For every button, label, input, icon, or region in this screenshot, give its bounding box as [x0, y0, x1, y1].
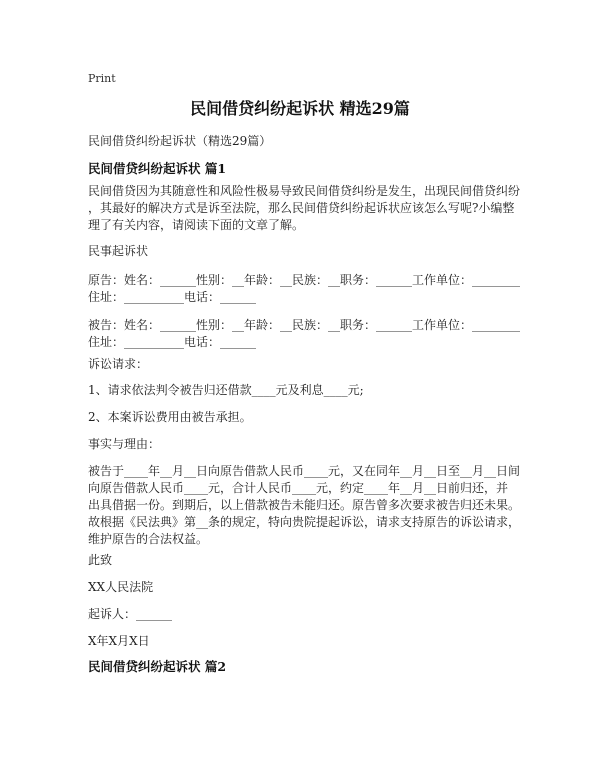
intro-line: ，其最好的解决方式是诉至法院，那么民间借贷纠纷起诉状应该怎么写呢?小编整	[88, 201, 515, 215]
section-heading-1: 民间借贷纠纷起诉状 篇1	[88, 161, 227, 176]
facts-line: 出具借据一份。到期后，以上借款被告未能归还。原告曾多次要求被告归还未果。	[88, 498, 521, 512]
signer-line: 起诉人：______	[88, 607, 173, 621]
closing-text: 此致	[88, 553, 113, 567]
document-date: X年X月X日	[88, 634, 150, 648]
plaintiff-line: 住址：__________电话：______	[88, 290, 257, 304]
form-title: 民事起诉状	[88, 244, 149, 258]
claims-heading: 诉讼请求：	[88, 357, 149, 371]
facts-line: 维护原告的合法权益。	[88, 532, 209, 546]
print-label: Print	[88, 72, 116, 85]
defendant-line: 被告：姓名：______性别：__年龄：__民族：__职务：______工作单位：________	[88, 318, 521, 332]
facts-line: 被告于____年__月__日向原告借款人民币____元，又在同年__月__日至__月__日间	[88, 464, 521, 478]
intro-line: 理了有关内容，请阅读下面的文章了解。	[88, 218, 305, 232]
facts-heading: 事实与理由：	[88, 437, 161, 451]
defendant-line: 住址：__________电话：______	[88, 335, 257, 349]
plaintiff-line: 原告：姓名：______性别：__年龄：__民族：__职务：______工作单位：________	[88, 273, 521, 287]
defendant-info	[88, 317, 521, 351]
page-title: 民间借贷纠纷起诉状 精选29篇	[190, 99, 410, 118]
claim-item-2: 2、本案诉讼费用由被告承担。	[88, 410, 252, 424]
plaintiff-info	[88, 272, 521, 306]
section-heading-2: 民间借贷纠纷起诉状 篇2	[88, 659, 227, 674]
document-subtitle: 民间借贷纠纷起诉状（精选29篇）	[88, 134, 272, 148]
facts-line: 故根据《民法典》第__条的规定，特向贵院提起诉讼，请求支持原告的诉讼请求，	[88, 515, 521, 529]
intro-line: 民间借贷因为其随意性和风险性极易导致民间借贷纠纷是发生，出现民间借贷纠纷	[88, 184, 521, 198]
court-name: XX人民法院	[88, 580, 154, 594]
facts-line: 向原告借款人民币____元，合计人民币____元，约定____年__月__日前归还，并	[88, 481, 509, 495]
facts-paragraph	[88, 463, 521, 548]
intro-paragraph	[88, 183, 521, 234]
claim-item-1: 1、请求依法判令被告归还借款____元及利息____元;	[88, 383, 364, 397]
